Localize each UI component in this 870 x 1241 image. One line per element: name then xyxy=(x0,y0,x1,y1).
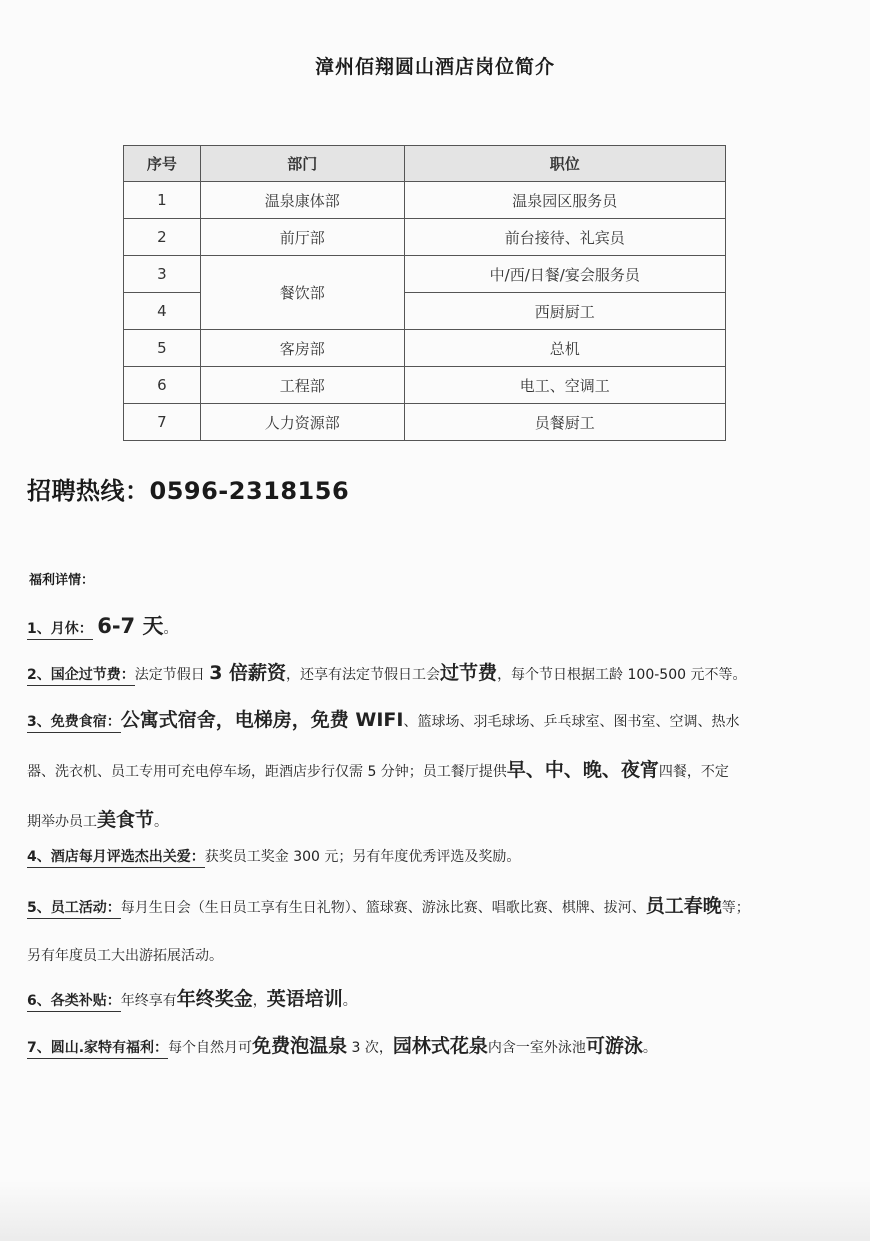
table-row xyxy=(124,367,726,404)
welfare-item-1 xyxy=(27,602,827,653)
page-title: 漳州佰翔圆山酒店岗位简介 xyxy=(314,56,555,78)
text: 。 xyxy=(342,993,357,1009)
welfare-label: 1、月休： xyxy=(27,621,93,640)
text: 。 xyxy=(163,621,178,637)
text: 3 次， xyxy=(347,1040,393,1056)
positions-table xyxy=(123,145,726,441)
row-no: 2 xyxy=(124,219,201,256)
row-dept: 前厅部 xyxy=(200,219,404,256)
table-header-row xyxy=(124,146,726,182)
scan-shadow xyxy=(0,1181,870,1241)
welfare-label: 4、酒店每月评选杰出关爱： xyxy=(27,849,205,868)
row-position: 员餐厨工 xyxy=(404,404,725,441)
text: ，还享有法定节假日工会 xyxy=(286,667,441,683)
table-row xyxy=(124,256,726,293)
row-no: 7 xyxy=(124,404,201,441)
table-row xyxy=(124,404,726,441)
row-dept: 温泉康体部 xyxy=(200,182,404,219)
text: 期举办员工 xyxy=(27,814,97,830)
emphasis: 免费泡温泉 xyxy=(252,1035,348,1057)
welfare-item-6 xyxy=(27,975,827,1025)
row-no: 1 xyxy=(124,182,201,219)
row-position: 中/西/日餐/宴会服务员 xyxy=(404,256,725,293)
welfare-label: 7、圆山.家特有福利： xyxy=(27,1040,168,1059)
emphasis: 公寓式宿舍，电梯房，免费 WIFI xyxy=(120,709,404,731)
row-position: 总机 xyxy=(404,330,725,367)
text: 。 xyxy=(154,814,169,830)
row-no: 6 xyxy=(124,367,201,404)
text: 四餐，不定 xyxy=(658,764,729,780)
text: 等； xyxy=(721,900,750,916)
text: 、篮球场、羽毛球场、乒乓球室、图书室、空调、热水 xyxy=(403,714,740,730)
text: 。 xyxy=(642,1040,657,1056)
row-dept: 餐饮部 xyxy=(200,256,404,330)
emphasis: 6-7 天 xyxy=(97,614,164,638)
emphasis: 英语培训 xyxy=(266,988,343,1010)
row-no: 5 xyxy=(124,330,201,367)
text: 法定节假日 xyxy=(134,667,205,683)
welfare-item-3 xyxy=(27,696,827,846)
emphasis: 年终奖金 xyxy=(176,988,253,1010)
table-row xyxy=(124,219,726,256)
welfare-item-5 xyxy=(27,882,827,980)
text: 另有年度员工大出游拓展活动。 xyxy=(27,948,223,964)
welfare-label: 5、员工活动： xyxy=(27,900,121,919)
text: 每月生日会（生日员工享有生日礼物）、篮球赛、游泳比赛、唱歌比赛、棋牌、拔河、 xyxy=(120,900,646,916)
welfare-item-4 xyxy=(27,833,827,881)
welfare-item-7 xyxy=(27,1022,827,1072)
row-no: 3 xyxy=(124,256,201,293)
table-row xyxy=(124,330,726,367)
emphasis: 美食节 xyxy=(97,809,155,831)
text: ，每个节日根据工龄 100-500 元不等。 xyxy=(497,667,747,683)
row-position: 电工、空调工 xyxy=(404,367,725,404)
recruitment-hotline: 招聘热线：0596-2318156 xyxy=(27,477,350,505)
header-dept: 部门 xyxy=(200,146,404,182)
header-no: 序号 xyxy=(124,146,201,182)
emphasis: 过节费 xyxy=(440,662,498,684)
text: 每个自然月可 xyxy=(168,1040,253,1056)
text: 获奖员工奖金 300 元；另有年度优秀评选及奖励。 xyxy=(204,849,521,865)
text: 年终享有 xyxy=(120,993,177,1009)
text: ， xyxy=(252,993,267,1009)
emphasis: 3 倍薪资 xyxy=(209,662,287,684)
text: 内含一室外泳池 xyxy=(487,1040,586,1056)
row-position: 前台接待、礼宾员 xyxy=(404,219,725,256)
welfare-label: 3、免费食宿： xyxy=(27,714,121,733)
row-position: 西厨厨工 xyxy=(404,293,725,330)
row-position: 温泉园区服务员 xyxy=(404,182,725,219)
welfare-label: 2、国企过节费： xyxy=(27,667,135,686)
row-dept: 工程部 xyxy=(200,367,404,404)
row-dept: 客房部 xyxy=(200,330,404,367)
welfare-item-2 xyxy=(27,649,827,699)
emphasis: 可游泳 xyxy=(585,1035,643,1057)
emphasis: 员工春晚 xyxy=(645,895,722,917)
emphasis: 园林式花泉 xyxy=(392,1035,488,1057)
welfare-heading: 福利详情： xyxy=(29,573,95,588)
row-dept: 人力资源部 xyxy=(200,404,404,441)
text: 器、洗衣机、员工专用可充电停车场，距酒店步行仅需 5 分钟；员工餐厅提供 xyxy=(27,764,507,780)
header-position: 职位 xyxy=(404,146,725,182)
row-no: 4 xyxy=(124,293,201,330)
table-row xyxy=(124,182,726,219)
welfare-label: 6、各类补贴： xyxy=(27,993,121,1012)
emphasis: 早、中、晚、夜宵 xyxy=(506,759,659,781)
